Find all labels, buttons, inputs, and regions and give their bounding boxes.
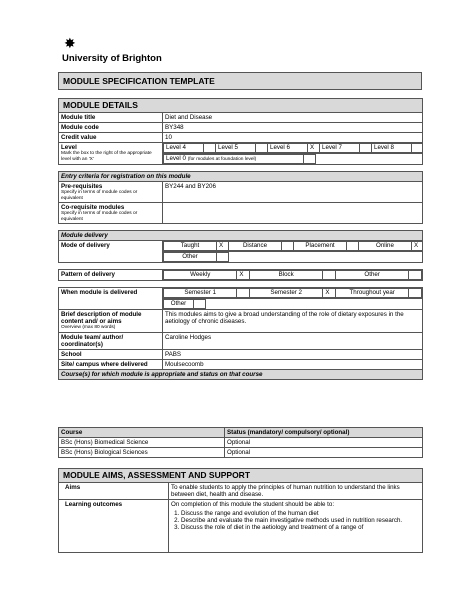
template-title-box [58, 72, 422, 90]
mode-online-label: Online [359, 242, 412, 251]
coreq-label: Co-requisite modules [61, 204, 125, 211]
mode-other-label: Other [164, 253, 217, 262]
pattern-block-label: Block [249, 271, 322, 280]
level-0-label: Level 0 [166, 155, 186, 162]
pattern-block-checkbox[interactable] [323, 271, 336, 280]
level-8-checkbox[interactable] [412, 144, 423, 153]
when-other-option [163, 299, 422, 309]
learning-outcomes-cell [169, 500, 423, 553]
level-0-option [163, 154, 422, 164]
table-row [59, 438, 423, 448]
spacer [59, 263, 423, 270]
module-delivery-heading: Module delivery [59, 231, 423, 241]
level-7-label: Level 7 [320, 144, 360, 153]
list-item: 2. Describe and evaluate the main investigative methods used in nutrition research. [181, 517, 420, 524]
when-delivered-label: When module is delivered [59, 288, 163, 310]
pattern-weekly-checkbox[interactable]: X [237, 271, 250, 280]
credit-value-label: Credit value [59, 133, 163, 143]
mode-placement-label: Placement [294, 242, 347, 251]
courses-table [58, 427, 423, 458]
courses-heading: Course(s) for which module is appropriate and status on that course [59, 369, 423, 379]
mode-of-delivery-label: Mode of delivery [59, 241, 163, 263]
throughout-year-checkbox[interactable] [409, 289, 422, 298]
level-0-note: (for modules at foundation level) [187, 157, 257, 162]
mode-other-checkbox[interactable] [217, 253, 229, 262]
pattern-other-checkbox[interactable] [409, 271, 422, 280]
brief-description-label: Brief description of module content and/ or aims [61, 311, 142, 325]
module-aims-table [58, 468, 423, 553]
school-label: School [59, 349, 163, 359]
pattern-options-cell [163, 270, 423, 281]
module-aims-heading: MODULE AIMS, ASSESSMENT AND SUPPORT [59, 469, 423, 483]
coreq-label-cell [59, 203, 163, 224]
brief-description-text: This modules aims to give a broad understanding of the role of dietary exposures in the aetiology of chronic diseases. [163, 310, 423, 333]
level-8-label: Level 8 [372, 144, 412, 153]
spacer [59, 281, 423, 288]
learning-outcomes-label: Learning outcomes [59, 500, 169, 553]
coreq-note: Specify in terms of module codes or equivalent [61, 211, 138, 222]
when-other-checkbox[interactable] [194, 300, 206, 309]
aims-label: Aims [59, 483, 169, 500]
when-other-blank [206, 300, 423, 309]
prereq-label: Pre-requisites [61, 183, 103, 190]
level-4-checkbox[interactable] [204, 144, 216, 153]
learning-outcomes-list [171, 510, 420, 531]
level-label: Level [61, 144, 77, 151]
level-0-checkbox[interactable] [304, 155, 316, 164]
mode-online-checkbox[interactable]: X [412, 242, 423, 251]
mode-options-cell [163, 241, 423, 252]
course-status: Optional [225, 448, 423, 458]
credit-value: 10 [163, 133, 423, 143]
brief-description-note: Overview (max 80 words) [61, 325, 116, 330]
pattern-options [163, 270, 422, 280]
module-details-table [58, 98, 423, 380]
aims-text: To enable students to apply the principles of human nutrition to understand the links between diet, health and disease. [169, 483, 423, 500]
mode-distance-checkbox[interactable] [282, 242, 294, 251]
brief-label-cell [59, 310, 163, 333]
mode-other-blank [229, 253, 423, 262]
table-row [59, 448, 423, 458]
module-code-value: BY348 [163, 123, 423, 133]
when-options [163, 288, 422, 298]
level-6-label: Level 6 [268, 144, 308, 153]
mode-other-option [163, 252, 422, 262]
mode-other-cell [163, 252, 423, 263]
list-item: 1. Discuss the range and evolution of the human diet [181, 510, 420, 517]
module-code-label: Module code [59, 123, 163, 133]
level-7-checkbox[interactable] [360, 144, 372, 153]
level-5-label: Level 5 [216, 144, 256, 153]
level-6-checkbox[interactable]: X [308, 144, 320, 153]
template-title: MODULE SPECIFICATION TEMPLATE [59, 73, 421, 89]
mode-options [163, 241, 423, 251]
mode-distance-label: Distance [229, 242, 282, 251]
semester-1-label: Semester 1 [164, 289, 237, 298]
when-options-cell [163, 288, 423, 299]
level-5-checkbox[interactable] [256, 144, 268, 153]
university-logo [62, 36, 162, 64]
level-4-label: Level 4 [164, 144, 204, 153]
prereq-value: BY244 and BY206 [163, 182, 423, 203]
pattern-weekly-label: Weekly [164, 271, 237, 280]
level-note: Mark the box to the right of the appropriate level with an 'X' [61, 151, 152, 162]
entry-criteria-heading: Entry criteria for registration on this module [59, 172, 423, 182]
site-campus-label: Site/ campus where delivered [59, 359, 163, 369]
mode-taught-label: Taught [164, 242, 217, 251]
coreq-value [163, 203, 423, 224]
when-other-label: Other [164, 300, 194, 309]
level-0-blank [316, 155, 423, 164]
level-0-text [164, 155, 304, 164]
semester-1-checkbox[interactable] [237, 289, 250, 298]
pattern-other-label: Other [335, 271, 408, 280]
star-logo-icon: ✸ [64, 35, 76, 51]
mode-placement-checkbox[interactable] [347, 242, 359, 251]
pattern-of-delivery-label: Pattern of delivery [59, 270, 163, 281]
school-value: PABS [163, 349, 423, 359]
semester-2-label: Semester 2 [249, 289, 322, 298]
level-options-cell [163, 143, 423, 154]
course-name: BSc (Hons) Biomedical Science [59, 438, 225, 448]
spacer [59, 224, 423, 231]
status-column-header: Status (mandatory/ compulsory/ optional) [225, 428, 423, 438]
module-details-heading: MODULE DETAILS [59, 99, 423, 113]
module-title-label: Module title [59, 113, 163, 123]
level-0-cell [163, 154, 423, 165]
prereq-note: Specify in terms of module codes or equivalent [61, 190, 138, 201]
module-team-label: Module team/ author/ coordinator(s) [59, 332, 163, 349]
when-other-cell [163, 299, 423, 310]
level-options [163, 143, 423, 153]
site-campus-value: Moulsecoomb [163, 359, 423, 369]
list-item: 3. Discuss the role of diet in the aetiology and treatment of a range of [181, 524, 420, 531]
throughout-year-label: Throughout year [335, 289, 408, 298]
spacer [59, 165, 423, 172]
level-label-cell [59, 143, 163, 165]
semester-2-checkbox[interactable]: X [323, 289, 336, 298]
course-status: Optional [225, 438, 423, 448]
module-team-value: Caroline Hodges [163, 332, 423, 349]
course-column-header: Course [59, 428, 225, 438]
prereq-label-cell [59, 182, 163, 203]
course-name: BSc (Hons) Biological Sciences [59, 448, 225, 458]
university-name: University of Brighton [62, 53, 162, 64]
learning-outcomes-intro: On completion of this module the student should be able to: [171, 501, 335, 508]
mode-taught-checkbox[interactable]: X [217, 242, 229, 251]
module-title-value: Diet and Disease [163, 113, 423, 123]
